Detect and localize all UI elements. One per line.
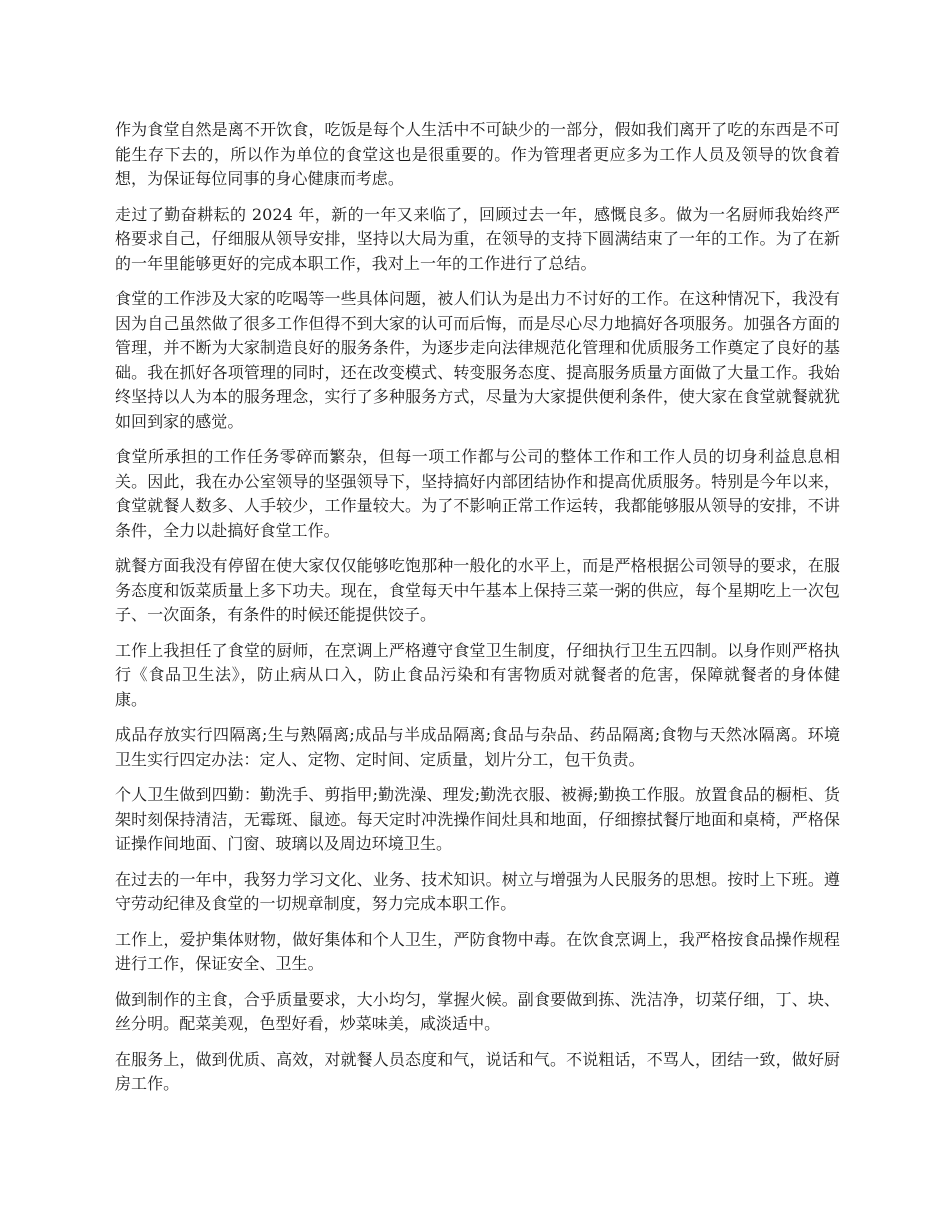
paragraph-9: 在过去的一年中，我努力学习文化、业务、技术知识。树立与增强为人民服务的思想。按时上下班。遵守劳动纪律及食堂的一切规章制度，努力完成本职工作。 xyxy=(115,869,840,913)
paragraph-7: 成品存放实行四隔离;生与熟隔离;成品与半成品隔离;食品与杂品、药品隔离;食物与天然冰隔离。环境卫生实行四定办法：定人、定物、定时间、定质量，划片分工，包干负责。 xyxy=(115,725,840,769)
paragraph-8: 个人卫生做到四勤：勤洗手、剪指甲;勤洗澡、理发;勤洗衣服、被褥;勤换工作服。放置食品的橱柜、货架时刻保持清洁，无霉斑、鼠迹。每天定时冲洗操作间灶具和地面，仔细擦拭餐厅地面和桌椅，严格保证操作间地面、门窗、玻璃以及周边环境卫生。 xyxy=(115,785,840,853)
paragraph-3: 食堂的工作涉及大家的吃喝等一些具体问题，被人们认为是出力不讨好的工作。在这种情况下，我没有因为自己虽然做了很多工作但得不到大家的认可而后悔，而是尽心尽力地搞好各项服务。加强各方面的管理，并不断为大家制造良好的服务条件，为逐步走向法律规范化管理和优质服务工作奠定了良好的基础。我在抓好各项管理的同时，还在改变模式、转变服务态度、提高服务质量方面做了大量工作。我始终坚持以人为本的服务理念，实行了多种服务方式，尽量为大家提供便利条件，使大家在食堂就餐就犹如回到家的感觉。 xyxy=(115,289,840,431)
paragraph-12: 在服务上，做到优质、高效，对就餐人员态度和气，说话和气。不说粗话，不骂人，团结一致，做好厨房工作。 xyxy=(115,1049,840,1093)
paragraph-1: 作为食堂自然是离不开饮食，吃饭是每个人生活中不可缺少的一部分，假如我们离开了吃的东西是不可能生存下去的，所以作为单位的食堂这也是很重要的。作为管理者更应多为工作人员及领导的饮食着想，为保证每位同事的身心健康而考虑。 xyxy=(115,120,840,188)
paragraph-4: 食堂所承担的工作任务零碎而繁杂，但每一项工作都与公司的整体工作和工作人员的切身利益息息相关。因此，我在办公室领导的坚强领导下，坚持搞好内部团结协作和提高优质服务。特别是今年以来，食堂就餐人数多、人手较少，工作量较大。为了不影响正常工作运转，我都能够服从领导的安排，不讲条件，全力以赴搞好食堂工作。 xyxy=(115,447,840,540)
paragraph-10: 工作上，爱护集体财物，做好集体和个人卫生，严防食物中毒。在饮食烹调上，我严格按食品操作规程进行工作，保证安全、卫生。 xyxy=(115,929,840,973)
paragraph-6: 工作上我担任了食堂的厨师，在烹调上严格遵守食堂卫生制度，仔细执行卫生五四制。以身作则严格执行《食品卫生法》，防止病从口入，防止食品污染和有害物质对就餐者的危害，保障就餐者的身体健康。 xyxy=(115,640,840,709)
paragraph-2: 走过了勤奋耕耘的 2024 年，新的一年又来临了，回顾过去一年，感慨良多。做为一名厨师我始终严格要求自己，仔细服从领导安排，坚持以大局为重，在领导的支持下圆满结束了一年的工作。为了在新的一年里能够更好的完成本职工作，我对上一年的工作进行了总结。 xyxy=(115,204,840,273)
paragraph-11: 做到制作的主食，合乎质量要求，大小均匀，掌握火候。副食要做到拣、洗洁净，切菜仔细，丁、块、丝分明。配菜美观，色型好看，炒菜味美，咸淡适中。 xyxy=(115,989,840,1033)
document-body xyxy=(115,118,840,1108)
paragraph-5: 就餐方面我没有停留在使大家仅仅能够吃饱那种一般化的水平上，而是严格根据公司领导的要求，在服务态度和饭菜质量上多下功夫。现在，食堂每天中午基本上保持三菜一粥的供应，每个星期吃上一次包子、一次面条，有条件的时候还能提供饺子。 xyxy=(115,556,840,624)
